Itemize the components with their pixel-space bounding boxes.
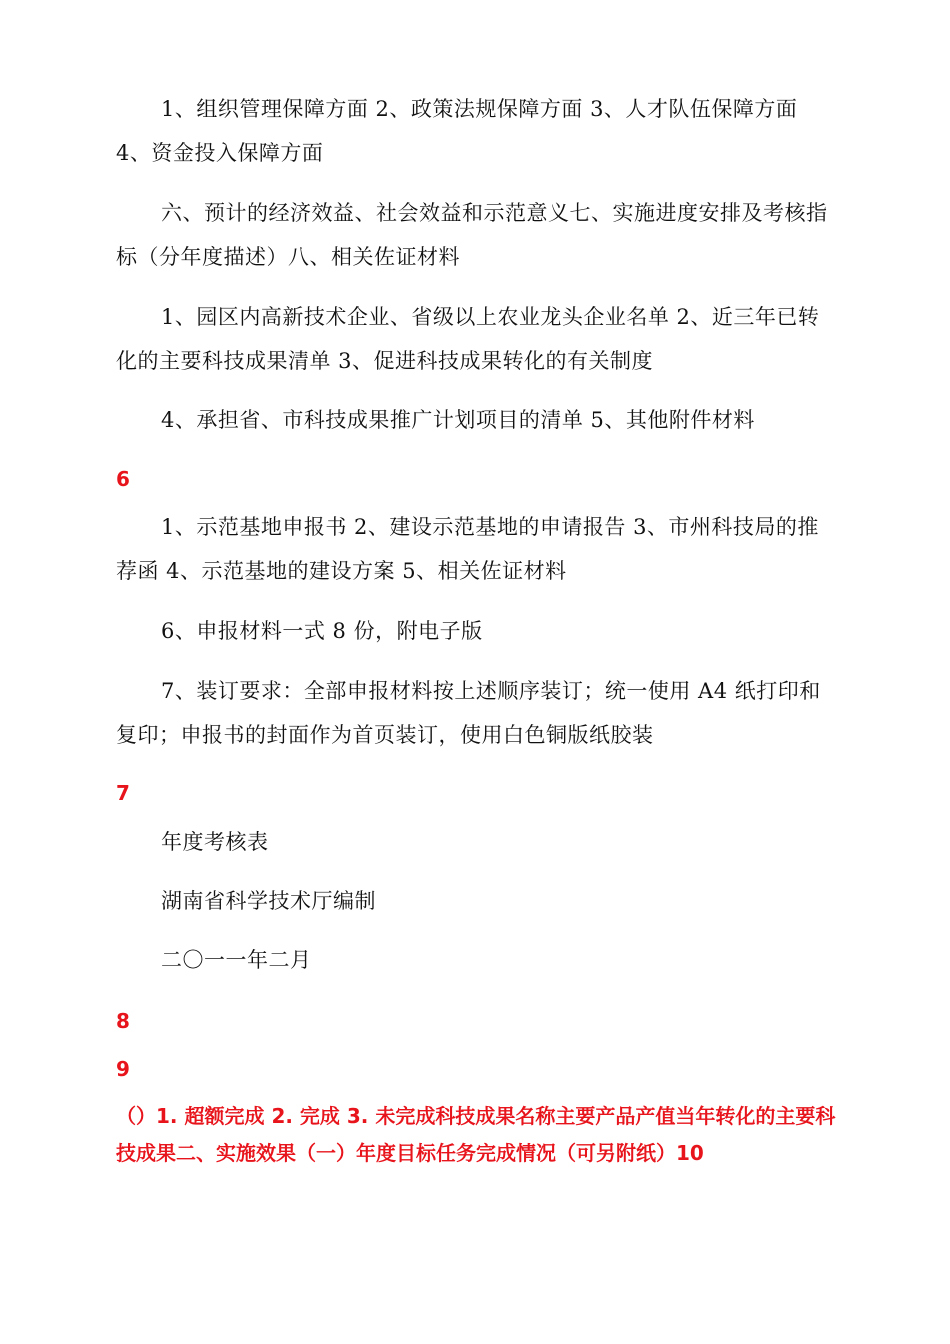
compiler-line: 湖南省科学技术厅编制 bbox=[161, 889, 376, 913]
page-marker-8: 8 bbox=[116, 1009, 130, 1033]
red-summary-paragraph: （）1. 超额完成 2. 完成 3. 未完成科技成果名称主要产品产值当年转化的主要科技成果二、实施效果（一）年度目标任务完成情况（可另附纸）10 bbox=[116, 1104, 836, 1165]
page-marker-7: 7 bbox=[116, 781, 130, 805]
paragraph-project-list: 4、承担省、市科技成果推广计划项目的清单 5、其他附件材料 bbox=[161, 408, 755, 432]
paragraph-section-six-seven-eight: 六、预计的经济效益、社会效益和示范意义七、实施进度安排及考核指标（分年度描述）八、相关佐证材料 bbox=[116, 201, 828, 269]
page-marker-9: 9 bbox=[116, 1057, 130, 1081]
date-line: 二〇一一年二月 bbox=[161, 948, 312, 972]
page-marker-6: 6 bbox=[116, 467, 130, 491]
paragraph-guarantee-aspects: 1、组织管理保障方面 2、政策法规保障方面 3、人才队伍保障方面 4、资金投入保障方面 bbox=[116, 97, 798, 165]
paragraph-base-materials: 1、示范基地申报书 2、建设示范基地的申请报告 3、市州科技局的推荐函 4、示范基地的建设方案 5、相关佐证材料 bbox=[116, 515, 819, 583]
paragraph-supporting-lists: 1、园区内高新技术企业、省级以上农业龙头企业名单 2、近三年已转化的主要科技成果清单 3、促进科技成果转化的有关制度 bbox=[116, 305, 820, 373]
paragraph-binding-requirements: 7、装订要求：全部申报材料按上述顺序装订；统一使用 A4 纸打印和复印；申报书的封面作为首页装订，使用白色铜版纸胶装 bbox=[116, 679, 821, 747]
paragraph-copies: 6、申报材料一式 8 份，附电子版 bbox=[161, 619, 483, 643]
annual-assessment-title: 年度考核表 bbox=[161, 830, 269, 854]
